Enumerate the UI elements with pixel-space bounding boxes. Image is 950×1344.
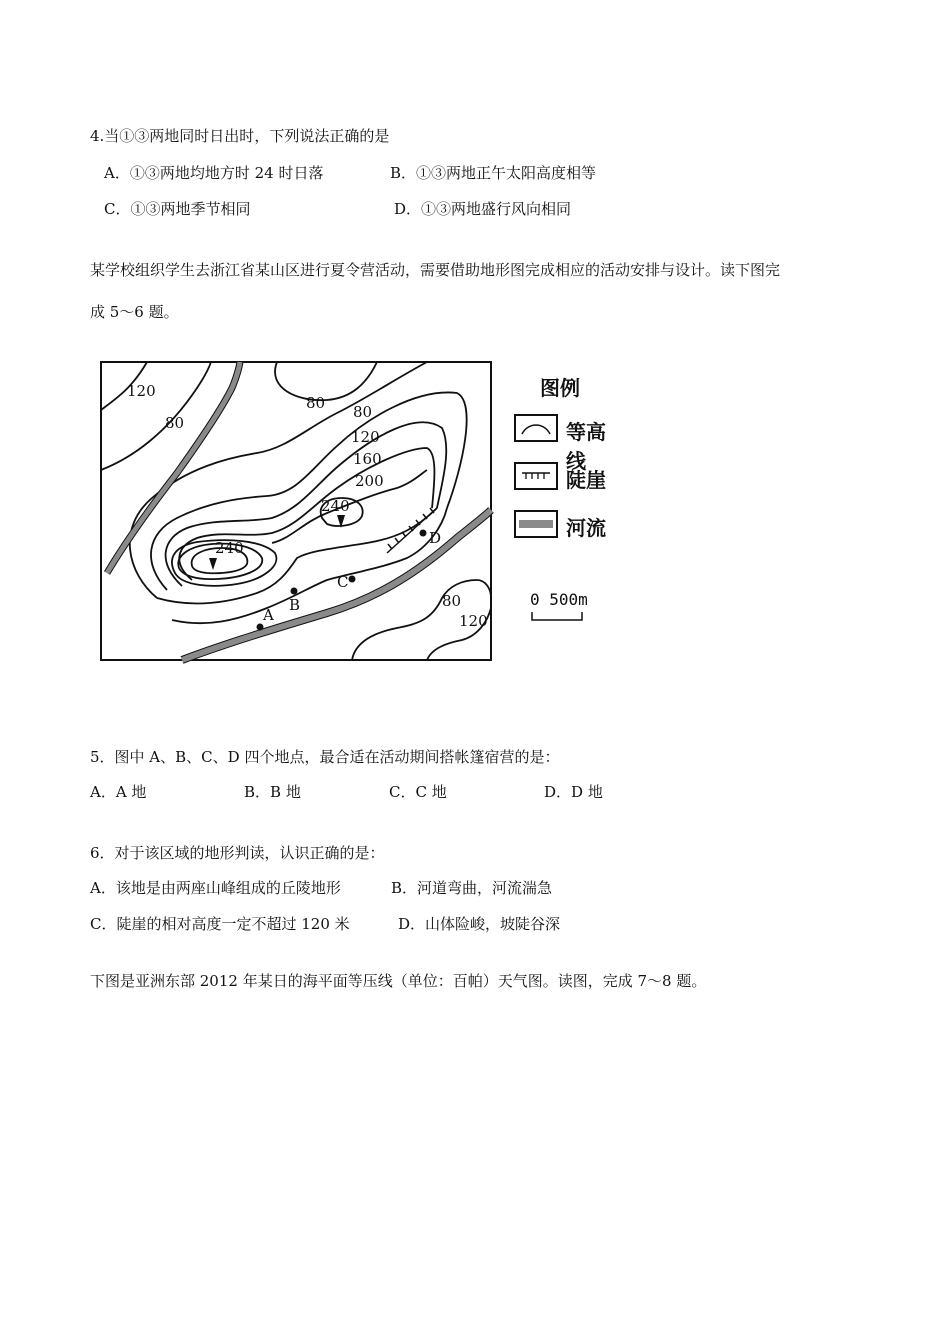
contour-label: 240 [215, 539, 244, 557]
contour-label: 240 [321, 497, 350, 515]
legend-cliff-label: 陡崖 [566, 468, 606, 492]
intro-5-6-line-2: 成 5～6 题。 [90, 303, 179, 321]
contour-label: 80 [306, 394, 326, 412]
question-5-option-d: D．D 地 [544, 783, 603, 801]
point-label-c: C [337, 573, 349, 591]
legend-title: 图例 [540, 376, 580, 400]
legend-contour-box [514, 414, 558, 442]
legend-river-label: 河流 [566, 516, 606, 540]
intro-5-6-line-1: 某学校组织学生去浙江省某山区进行夏令营活动，需要借助地形图完成相应的活动安排与设计。读下图完 [90, 261, 781, 279]
question-6-option-b: B．河道弯曲，河流湍急 [391, 879, 553, 897]
question-4-option-a: A．①③两地均地方时 24 时日落 [104, 164, 324, 182]
cliff-symbol-icon [516, 464, 556, 488]
contour-label: 160 [353, 450, 382, 468]
river-symbol-icon [516, 512, 556, 536]
question-6-option-d: D．山体险峻，坡陡谷深 [398, 915, 561, 933]
contour-symbol-icon [516, 416, 556, 440]
point-label-d: D [429, 529, 442, 547]
question-5-option-b: B．B 地 [244, 783, 301, 801]
contour-label: 120 [127, 382, 156, 400]
legend-river-box [514, 510, 558, 538]
question-4-option-c: C．①③两地季节相同 [104, 200, 251, 218]
contour-label: 120 [351, 428, 380, 446]
question-6-stem: 6．对于该区域的地形判读，认识正确的是： [90, 844, 385, 862]
intro-7-8-line-1: 下图是亚洲东部 2012 年某日的海平面等压线（单位：百帕）天气图。读图，完成 7～8 题。 [90, 972, 707, 990]
point-label-a: A [263, 606, 274, 624]
point-dot-icon [349, 576, 356, 583]
point-dot-icon [291, 588, 298, 595]
contour-label: 120 [459, 612, 488, 630]
question-5-option-c: C．C 地 [389, 783, 447, 801]
contour-label: 200 [355, 472, 384, 490]
question-4-option-b: B．①③两地正午太阳高度相等 [390, 164, 597, 182]
question-5-stem: 5．图中 A、B、C、D 四个地点，最合适在活动期间搭帐篷宿营的是： [90, 748, 560, 766]
legend-contour-label: 等高线 [566, 420, 606, 473]
map-legend [510, 358, 625, 663]
contour-label: 80 [165, 414, 185, 432]
scale-label: 0 500m [530, 590, 588, 609]
contour-label: 80 [353, 403, 373, 421]
question-4-option-d: D．①③两地盛行风向相同 [394, 200, 572, 218]
question-6-option-a: A．该地是由两座山峰组成的丘陵地形 [90, 879, 341, 897]
scale-bar-icon [530, 610, 586, 622]
question-5-option-a: A．A 地 [90, 783, 147, 801]
question-6-option-c: C．陡崖的相对高度一定不超过 120 米 [90, 915, 350, 933]
point-dot-icon [257, 624, 264, 631]
topographic-map [97, 358, 497, 666]
contour-label: 80 [442, 592, 462, 610]
legend-cliff-box [514, 462, 558, 490]
question-4-stem: 4.当①③两地同时日出时，下列说法正确的是 [90, 127, 390, 145]
point-label-b: B [289, 596, 301, 614]
point-dot-icon [420, 530, 427, 537]
